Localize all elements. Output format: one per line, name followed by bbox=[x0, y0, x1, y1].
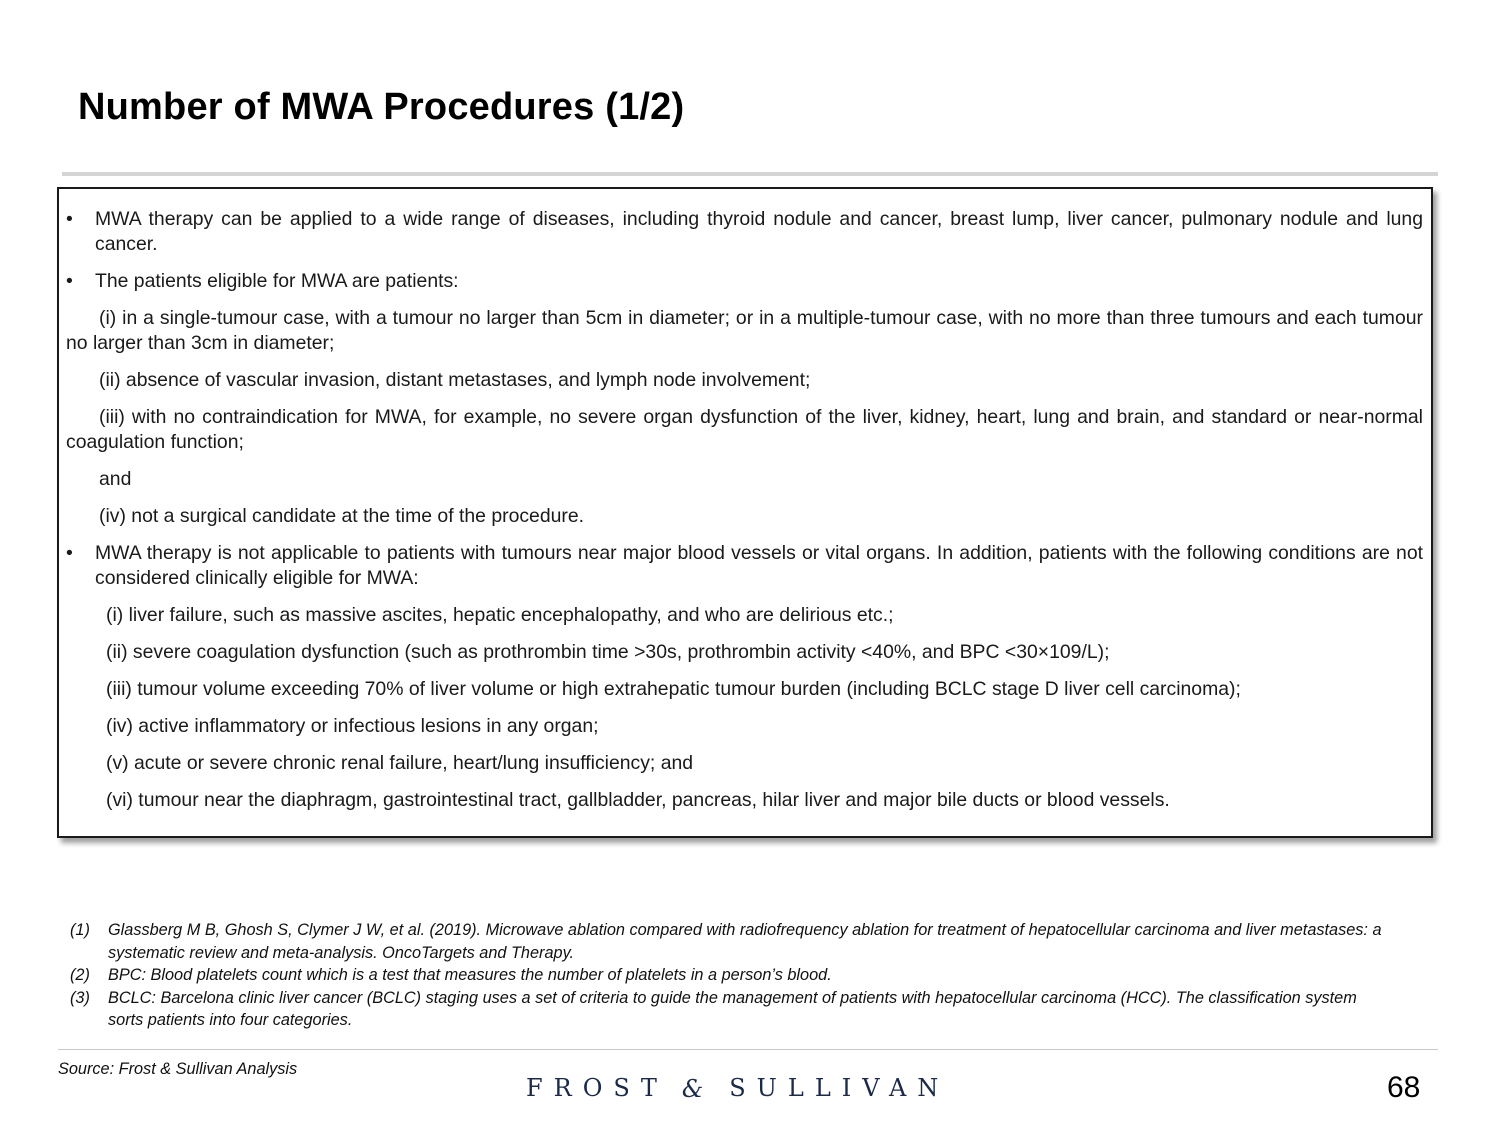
eligibility-criterion-i: (i) in a single-tumour case, with a tumour no larger than 5cm in diameter; or in a multiple-tumour case, with no more than three tumours and each tumour no larger than 3cm in diameter; bbox=[66, 307, 1423, 354]
exclusion-item: (i) liver failure, such as massive ascites, hepatic encephalopathy, and who are delirious etc.; bbox=[106, 604, 894, 626]
eligibility-criterion-iii: (iii) with no contraindication for MWA, for example, no severe organ dysfunction of the liver, kidney, heart, lung and brain, and standard or near-normal coagulation function; bbox=[66, 406, 1423, 453]
footnotes bbox=[70, 919, 1390, 1032]
exclusion-item: (v) acute or severe chronic renal failure, heart/lung insufficiency; and bbox=[106, 752, 694, 774]
eligibility-criterion-iv: (iv) not a surgical candidate at the time of the procedure. bbox=[99, 505, 585, 527]
footnote bbox=[70, 964, 1390, 987]
bullet-icon: • bbox=[66, 208, 73, 230]
bullet-eligibility bbox=[66, 269, 1423, 294]
footer-divider bbox=[58, 1049, 1438, 1050]
footnote-number: (1) bbox=[70, 921, 90, 939]
footnote-text: BPC: Blood platelets count which is a test that measures the number of platelets in a person’s blood. bbox=[108, 966, 832, 984]
bullet-icon: • bbox=[66, 542, 73, 564]
footnote-text: BCLC: Barcelona clinic liver cancer (BCLC) staging uses a set of criteria to guide the management of patients with hepatocellular carcinoma (HCC). The classification system sorts patients into four categories. bbox=[108, 988, 1357, 1029]
footnote bbox=[70, 987, 1390, 1032]
page-title: Number of MWA Procedures (1/2) bbox=[78, 86, 685, 128]
footnote-text: Glassberg M B, Ghosh S, Clymer J W, et al. (2019). Microwave ablation compared with radiofrequency ablation for treatment of hepatocellular carcinoma and liver metastases: a systematic review and meta-analysis. OncoTargets and Therapy. bbox=[108, 921, 1382, 962]
content-box bbox=[57, 187, 1433, 838]
logo-word-left: FROST bbox=[526, 1074, 668, 1102]
source-note: Source: Frost & Sullivan Analysis bbox=[58, 1060, 298, 1078]
bullet-text: The patients eligible for MWA are patients: bbox=[95, 270, 459, 292]
bullet-text: MWA therapy is not applicable to patients with tumours near major blood vessels or vital organs. In addition, patients with the following conditions are not considered clinically eligible for MWA: bbox=[95, 542, 1423, 589]
page-number: 68 bbox=[1387, 1071, 1421, 1104]
footnote-number: (2) bbox=[70, 966, 90, 984]
exclusion-item: (iv) active inflammatory or infectious lesions in any organ; bbox=[106, 715, 599, 737]
logo-word-right: SULLIVAN bbox=[729, 1074, 950, 1102]
footnote-number: (3) bbox=[70, 988, 90, 1007]
exclusion-item: (iii) tumour volume exceeding 70% of liver volume or high extrahepatic tumour burden (including BCLC stage D liver cell carcinoma); bbox=[106, 678, 1241, 700]
exclusion-item: (vi) tumour near the diaphragm, gastrointestinal tract, gallbladder, pancreas, hilar liver and major bile ducts or blood vessels. bbox=[106, 789, 1170, 811]
footnote bbox=[70, 919, 1390, 964]
bullet-exclusions bbox=[66, 541, 1423, 591]
logo-ampersand: & bbox=[681, 1075, 704, 1103]
bullet-icon: • bbox=[66, 270, 73, 292]
exclusion-item: (ii) severe coagulation dysfunction (such as prothrombin time >30s, prothrombin activity <40%, and BPC <30×109/L); bbox=[106, 641, 1110, 663]
frost-sullivan-logo bbox=[526, 1074, 949, 1102]
bullet-text: MWA therapy can be applied to a wide range of diseases, including thyroid nodule and cancer, breast lump, liver cancer, pulmonary nodule and lung cancer. bbox=[95, 208, 1423, 255]
title-divider bbox=[62, 172, 1438, 176]
eligibility-conjunction: and bbox=[99, 468, 132, 490]
eligibility-criterion-ii: (ii) absence of vascular invasion, distant metastases, and lymph node involvement; bbox=[99, 369, 811, 391]
bullet-applications bbox=[66, 207, 1423, 257]
